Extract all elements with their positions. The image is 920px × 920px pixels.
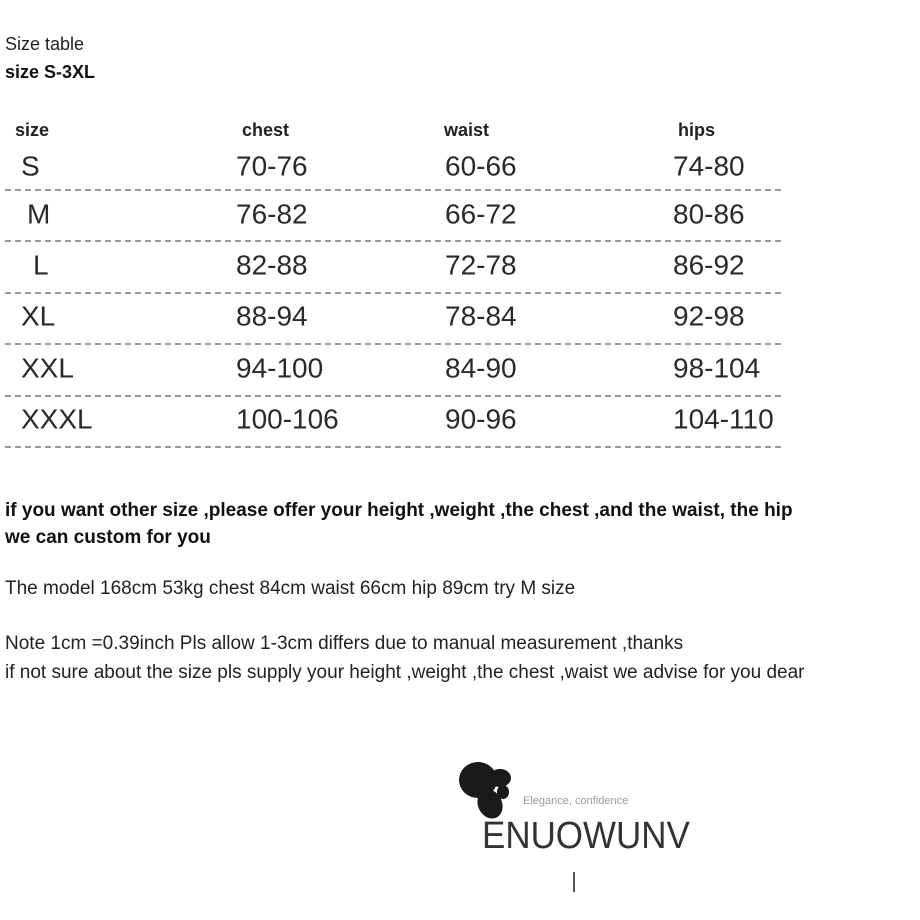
table-row <box>5 191 781 242</box>
table-row <box>5 294 781 345</box>
cell-hips: 80-86 <box>673 198 745 230</box>
size-table-header <box>5 116 781 146</box>
divider <box>573 872 575 892</box>
cell-waist: 66-72 <box>445 198 517 230</box>
cell-waist: 60-66 <box>445 149 517 181</box>
header-chest: chest <box>242 120 290 140</box>
table-row <box>5 146 781 191</box>
note-text-2: if not sure about the size pls supply your height ,weight ,the chest ,waist we advise for you dear <box>5 662 805 683</box>
note-text: Note 1cm =0.39inch Pls allow 1-3cm differs due to manual measurement ,thanks <box>5 633 684 654</box>
logo-tagline: Elegance, confidence <box>523 795 629 807</box>
cell-size: XL <box>21 300 56 332</box>
table-row <box>5 345 781 396</box>
table-row <box>5 242 781 293</box>
size-table <box>5 116 781 448</box>
cell-hips: 104-110 <box>673 403 774 435</box>
logo-brand-name: ENUOWUNV <box>482 815 690 857</box>
table-row <box>5 397 781 448</box>
page-title: Size table <box>5 34 85 54</box>
cell-waist: 84-90 <box>445 352 517 384</box>
cell-size: L <box>33 249 49 281</box>
custom-size-text: if you want other size ,please offer your height ,weight ,the chest ,and the waist, the hip <box>5 500 793 521</box>
cell-chest: 70-76 <box>236 149 308 181</box>
cell-hips: 86-92 <box>673 249 745 281</box>
header-size: size <box>15 120 50 140</box>
size-range-subtitle: size S-3XL <box>5 62 96 82</box>
custom-size-text-2: we can custom for you <box>5 527 211 548</box>
cell-waist: 90-96 <box>445 403 517 435</box>
header-waist: waist <box>444 120 490 140</box>
cell-size: M <box>27 198 51 230</box>
cell-chest: 100-106 <box>236 403 339 435</box>
cell-chest: 94-100 <box>236 352 324 384</box>
cell-size: XXXL <box>21 403 93 435</box>
cell-hips: 74-80 <box>673 149 745 181</box>
model-info-text: The model 168cm 53kg chest 84cm waist 66cm hip 89cm try M size <box>5 578 576 599</box>
cell-chest: 82-88 <box>236 249 308 281</box>
cell-hips: 98-104 <box>673 352 761 384</box>
cell-size: XXL <box>21 352 74 384</box>
header-hips: hips <box>678 120 716 140</box>
cell-waist: 72-78 <box>445 249 517 281</box>
cell-chest: 88-94 <box>236 300 308 332</box>
cell-size: S <box>21 149 40 181</box>
cell-hips: 92-98 <box>673 300 745 332</box>
cell-waist: 78-84 <box>445 300 517 332</box>
cell-chest: 76-82 <box>236 198 308 230</box>
